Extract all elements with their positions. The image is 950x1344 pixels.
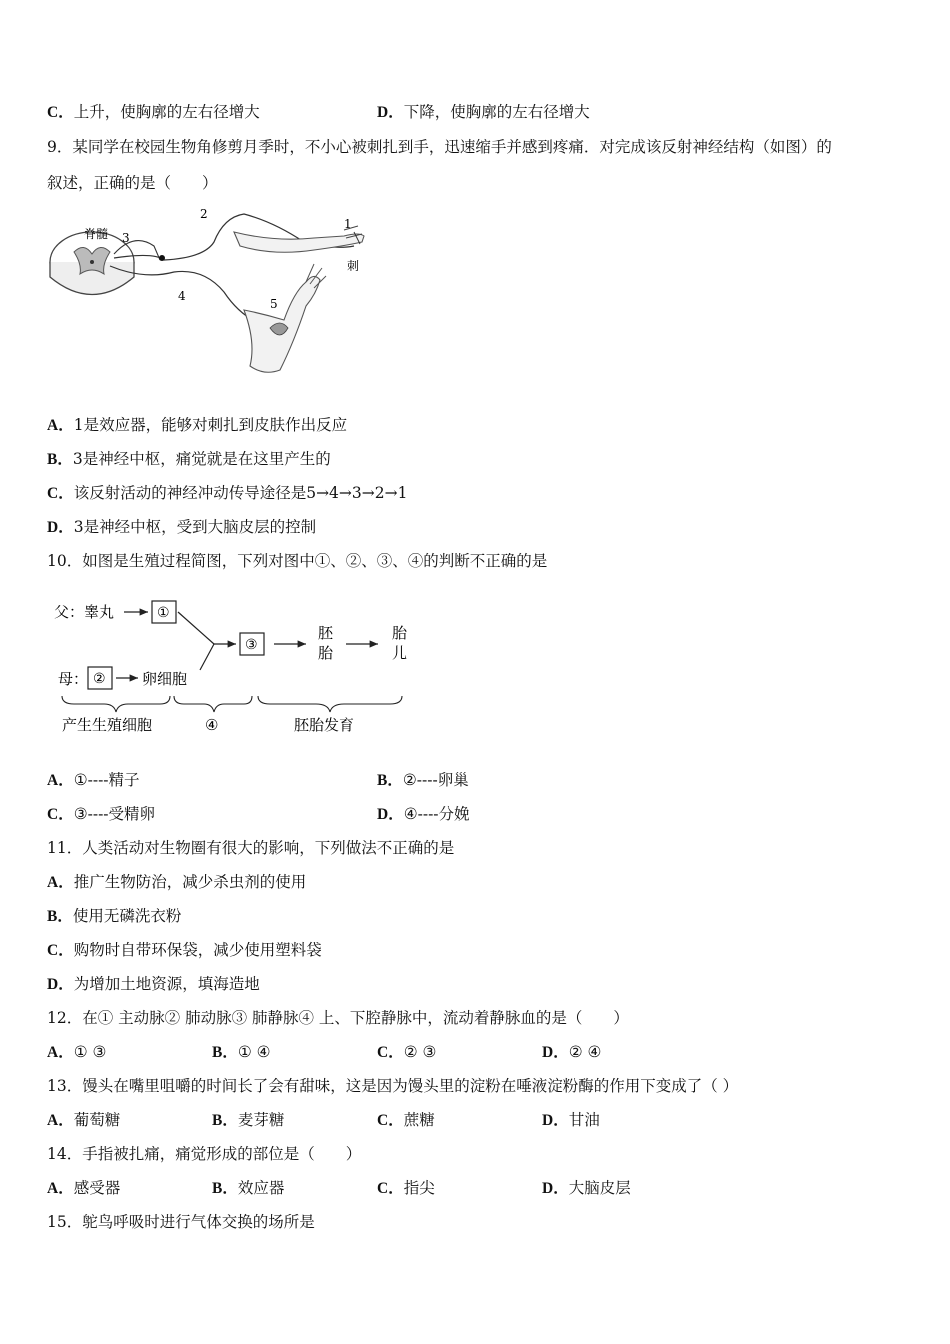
reflex-arc-figure xyxy=(44,202,374,380)
q10-option-b: B．②----卵巢 xyxy=(377,771,469,789)
embryo-label-b: 胎 xyxy=(318,644,334,662)
q11-stem: 11．人类活动对生物圈有很大的影响，下列做法不正确的是 xyxy=(47,839,455,857)
q14-option-a: A．感受器 xyxy=(47,1179,121,1197)
q8-option-d: D．下降，使胸廓的左右径增大 xyxy=(377,103,590,121)
embryo-label-a: 胚 xyxy=(318,624,334,642)
thorn-label: 刺 xyxy=(347,259,360,273)
q13-option-d: D．甘油 xyxy=(542,1111,600,1129)
q9-option-c: C．该反射活动的神经冲动传导途径是5→4→3→2→1 xyxy=(47,484,408,502)
label-2: 2 xyxy=(200,207,208,221)
fetus-label-a: 胎 xyxy=(392,624,408,642)
q12-option-b: B．① ④ xyxy=(212,1043,271,1061)
box-2-label: ② xyxy=(93,671,106,687)
brace-3 xyxy=(258,696,402,712)
q14-option-d: D．大脑皮层 xyxy=(542,1179,631,1197)
q13-option-a: A．葡萄糖 xyxy=(47,1111,121,1129)
egg-label: 卵细胞 xyxy=(142,670,188,688)
mother-label: 母： xyxy=(58,670,89,688)
q9-option-a: A．1是效应器，能够对刺扎到皮肤作出反应 xyxy=(47,416,348,434)
q12-option-c: C．② ③ xyxy=(377,1043,437,1061)
q10-option-c: C．③----受精卵 xyxy=(47,805,156,823)
q9-stem-cont: 叙述，正确的是（ ） xyxy=(47,174,218,192)
father-label: 父：睾丸 xyxy=(54,603,115,621)
brace-2-label: ④ xyxy=(205,716,219,734)
q13-option-b: B．麦芽糖 xyxy=(212,1111,285,1129)
q10-option-a: A．①----精子 xyxy=(47,771,140,789)
q10-stem: 10．如图是生殖过程简图，下列对图中①、②、③、④的判断不正确的是 xyxy=(47,552,548,570)
q9-option-b: B．3是神经中枢，痛觉就是在这里产生的 xyxy=(47,450,331,468)
label-3: 3 xyxy=(122,231,130,245)
label-5: 5 xyxy=(270,297,278,311)
q9-option-d: D．3是神经中枢，受到大脑皮层的控制 xyxy=(47,518,317,536)
q14-option-b: B．效应器 xyxy=(212,1179,285,1197)
q12-option-d: D．② ④ xyxy=(542,1043,602,1061)
fetus-label-b: 儿 xyxy=(392,644,408,662)
q11-option-a: A．推广生物防治，减少杀虫剂的使用 xyxy=(47,873,307,891)
q13-stem: 13．馒头在嘴里咀嚼的时间长了会有甜味，这是因为馒头里的淀粉在唾液淀粉酶的作用下变成了（ ） xyxy=(47,1077,739,1095)
q14-stem: 14．手指被扎痛，痛觉形成的部位是（ ） xyxy=(47,1145,362,1163)
brace-3-label: 胚胎发育 xyxy=(294,716,355,734)
spinal-label: 脊髓 xyxy=(84,227,109,241)
q12-stem: 12．在① 主动脉② 肺动脉③ 肺静脉④ 上、下腔静脉中，流动着静脉血的是（ ） xyxy=(47,1009,629,1027)
q12-option-a: A．① ③ xyxy=(47,1043,107,1061)
q11-option-c: C．购物时自带环保袋，减少使用塑料袋 xyxy=(47,941,322,959)
q9-stem: 9．某同学在校园生物角修剪月季时，不小心被刺扎到手，迅速缩手并感到疼痛．对完成该反射神经结构（如图）的 xyxy=(47,138,832,156)
afferent-nerve xyxy=(114,214,354,260)
q14-option-c: C．指尖 xyxy=(377,1179,435,1197)
q15-stem: 15．鸵鸟呼吸时进行气体交换的场所是 xyxy=(47,1213,315,1231)
q8-option-c: C．上升，使胸廓的左右径增大 xyxy=(47,103,260,121)
label-4: 4 xyxy=(178,289,186,303)
box-3-label: ③ xyxy=(245,637,258,653)
label-1: 1 xyxy=(344,217,352,231)
q11-option-b: B．使用无磷洗衣粉 xyxy=(47,907,182,925)
q13-option-c: C．蔗糖 xyxy=(377,1111,435,1129)
q10-option-d: D．④----分娩 xyxy=(377,805,470,823)
brace-1-label: 产生生殖细胞 xyxy=(62,716,153,734)
reproduction-diagram xyxy=(52,592,417,742)
box-1-label: ① xyxy=(157,605,170,621)
brace-2 xyxy=(174,696,252,712)
brace-1 xyxy=(62,696,170,712)
q11-option-d: D．为增加土地资源，填海造地 xyxy=(47,975,260,993)
